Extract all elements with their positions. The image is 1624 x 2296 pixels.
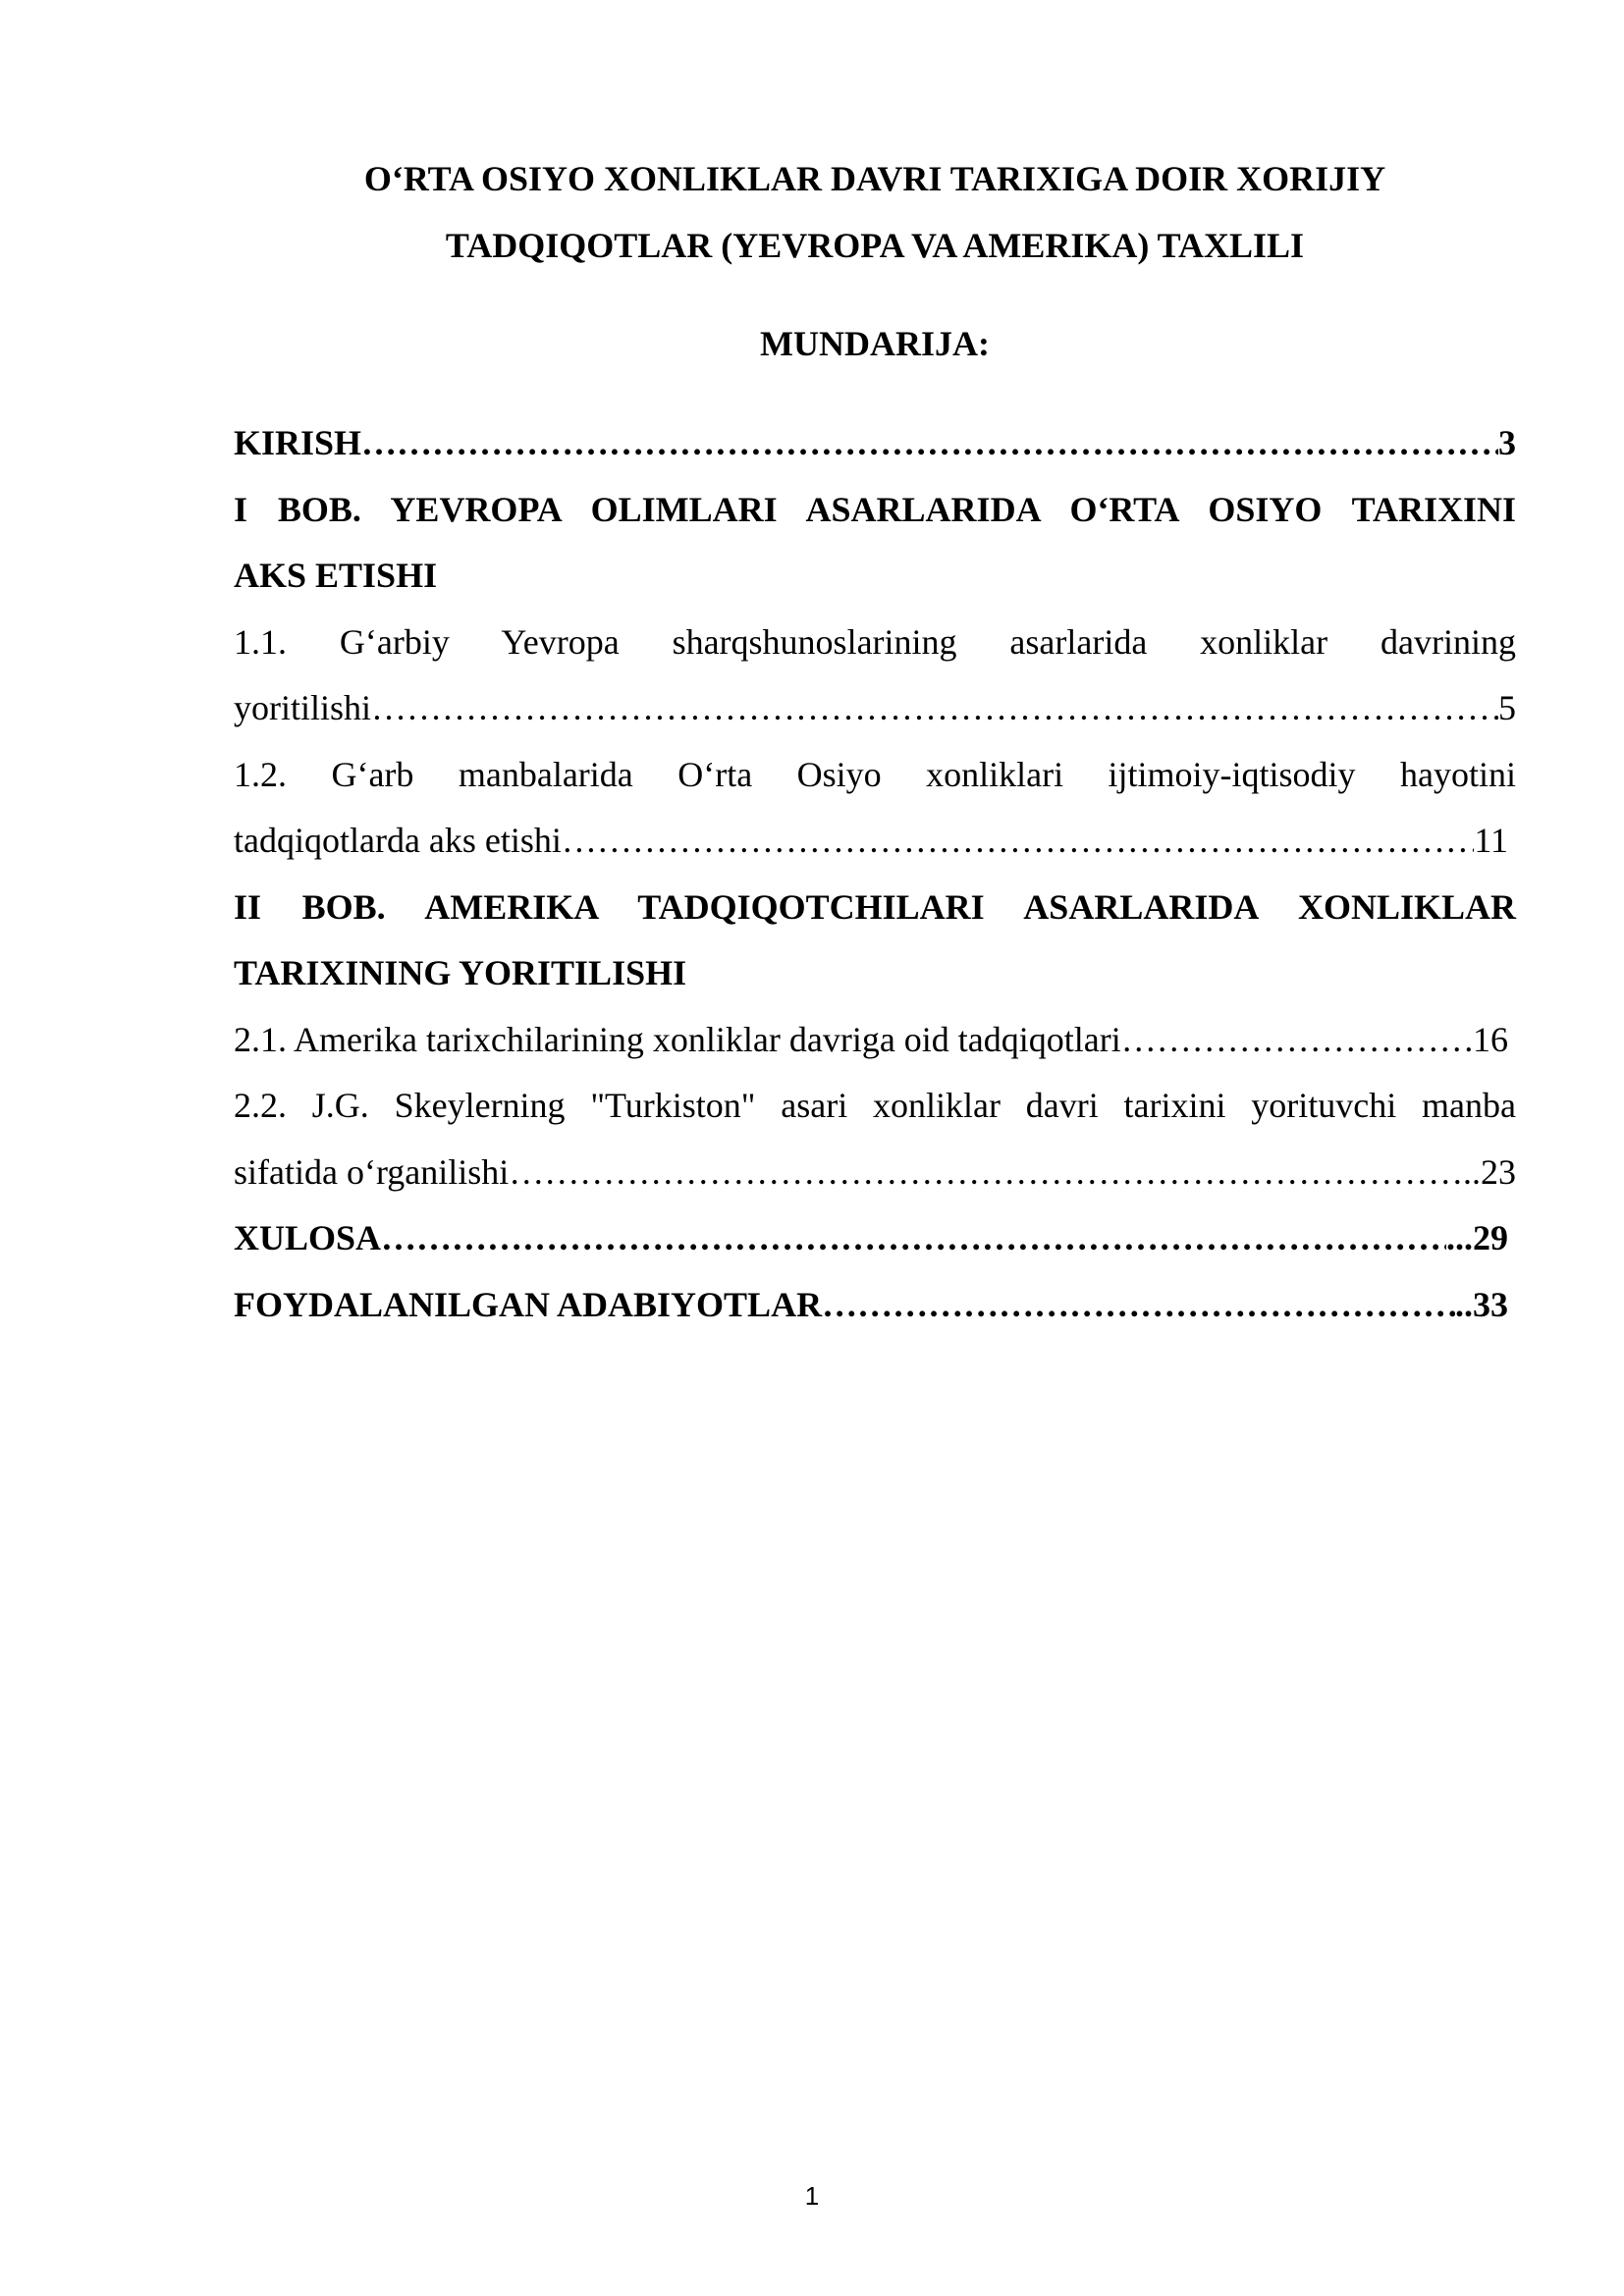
toc-entry-label: sifatida o‘rganilishi bbox=[234, 1151, 510, 1192]
toc-entry-adabiyotlar[interactable] bbox=[234, 1272, 1508, 1339]
toc-section-2-2-line-2[interactable] bbox=[234, 1140, 1516, 1206]
dot-leader bbox=[562, 808, 1474, 875]
dot-leader bbox=[371, 675, 1498, 742]
toc-page-number: ..33 bbox=[1455, 1284, 1508, 1324]
toc-section-2-2-line-1[interactable]: 2.2. J.G. Skeylerning "Turkiston" asari xonliklar davri tarixini yorituvchi manba bbox=[234, 1086, 1516, 1125]
title-line-2: TADQIQOTLAR (YEVROPA VA AMERIKA) TAXLILI bbox=[445, 226, 1305, 265]
toc-chapter-2-line-2[interactable]: TARIXINING YORITILISHI bbox=[234, 953, 687, 992]
toc-section-2-1[interactable] bbox=[234, 1007, 1508, 1074]
dot-leader bbox=[361, 410, 1498, 477]
document-title bbox=[234, 145, 1516, 279]
toc-entry-label: tadqiqotlarda aks etishi bbox=[234, 821, 562, 860]
title-line-1: O‘RTA OSIYO XONLIKLAR DAVRI TARIXIGA DOIR XORIJIY bbox=[363, 159, 1386, 198]
toc-page-number: 3 bbox=[1498, 423, 1516, 462]
toc-entry-label: 2.1. Amerika tarixchilarining xonliklar davriga oid tadqiqotlari bbox=[234, 1019, 1121, 1059]
table-of-contents bbox=[234, 410, 1516, 1338]
toc-section-1-2-line-2[interactable] bbox=[234, 808, 1508, 875]
toc-page-number: 5 bbox=[1498, 688, 1516, 727]
toc-section-1-1-line-1[interactable]: 1.1. G‘arbiy Yevropa sharqshunoslarining asarlarida xonliklar davrining bbox=[234, 621, 1516, 662]
toc-page-number: ..23 bbox=[1463, 1151, 1516, 1192]
dot-leader bbox=[822, 1272, 1455, 1339]
toc-entry-label: XULOSA bbox=[234, 1218, 382, 1257]
toc-entry-label: FOYDALANILGAN ADABIYOTLAR bbox=[234, 1284, 823, 1324]
toc-section-1-2-line-1[interactable]: 1.2. G‘arb manbalarida O‘rta Osiyo xonliklari ijtimoiy-iqtisodiy hayotini bbox=[234, 754, 1516, 794]
toc-heading: MUNDARIJA: bbox=[760, 324, 990, 363]
toc-chapter-1-line-1[interactable]: I BOB. YEVROPA OLIMLARI ASARLARIDA O‘RTA OSIYO TARIXINI bbox=[234, 489, 1516, 529]
toc-entry-kirish[interactable] bbox=[234, 410, 1516, 477]
toc-entry-xulosa[interactable] bbox=[234, 1205, 1508, 1272]
dot-leader bbox=[1121, 1007, 1473, 1074]
toc-entry-label: yoritilishi bbox=[234, 688, 372, 727]
toc-page-number: 16 bbox=[1473, 1019, 1508, 1059]
toc-chapter-2-line-1[interactable]: II BOB. AMERIKA TADQIQOTCHILARI ASARLARIDA XONLIKLAR bbox=[234, 886, 1516, 927]
dot-leader bbox=[381, 1205, 1446, 1272]
toc-page-number: 11 bbox=[1474, 821, 1508, 860]
toc-section-1-1-line-2[interactable] bbox=[234, 675, 1516, 742]
page-number: 1 bbox=[804, 2181, 820, 2211]
toc-chapter-1-line-2[interactable]: AKS ETISHI bbox=[234, 556, 438, 595]
toc-entry-label: KIRISH bbox=[234, 423, 362, 462]
toc-page-number: ...29 bbox=[1446, 1218, 1508, 1257]
dot-leader bbox=[509, 1140, 1463, 1206]
